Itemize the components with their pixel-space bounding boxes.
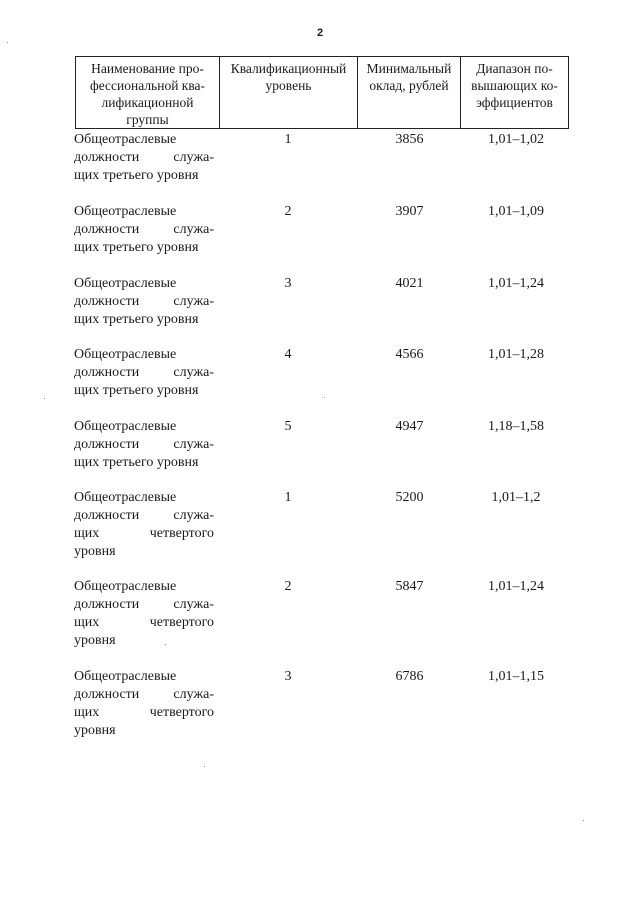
group-name-line (74, 149, 214, 167)
minimum-salary: 4021 (395, 276, 424, 291)
group-name-word: четвертого (149, 705, 214, 720)
group-name-line (74, 614, 214, 632)
qualification-level: 1 (284, 132, 292, 147)
group-name-line (74, 311, 214, 329)
group-name (74, 668, 214, 740)
minimum-salary: 6786 (395, 669, 424, 684)
coefficient-range: 1,01–1,15 (488, 669, 544, 684)
group-name-word: уровня (74, 544, 116, 559)
table-header (75, 56, 569, 129)
coefficient-range: 1,01–1,28 (488, 347, 544, 362)
header-line: фессиональной ква- (89, 78, 206, 93)
minimum-salary: 5847 (395, 579, 424, 594)
minimum-salary: 3907 (395, 204, 424, 219)
scan-speck (583, 820, 584, 821)
group-name-word: служа- (173, 294, 214, 309)
group-name-word: щих третьего уровня (74, 168, 199, 183)
group-name-line (74, 686, 214, 704)
coefficient-range: 1,01–1,09 (488, 204, 544, 219)
header-line: Минимальный (366, 61, 452, 76)
group-name-line (74, 543, 214, 561)
qualification-level: 2 (284, 204, 292, 219)
group-name (74, 203, 214, 257)
group-name-word: должности (74, 222, 140, 237)
coefficient-range: 1,01–1,02 (488, 132, 544, 147)
coefficient-range: 1,01–1,24 (488, 579, 544, 594)
minimum-salary: 4566 (395, 347, 424, 362)
group-name-word: Общеотраслевые (74, 347, 177, 362)
qualification-level: 5 (284, 419, 292, 434)
group-name-word: щих (74, 526, 100, 541)
group-name-word: должности (74, 294, 140, 309)
header-line: уровень (265, 78, 312, 93)
group-name-line (74, 221, 214, 239)
group-name-word: Общеотраслевые (74, 276, 177, 291)
group-name-line (74, 489, 214, 507)
group-name-word: Общеотраслевые (74, 419, 177, 434)
group-name-line (74, 596, 214, 614)
group-name-word: служа- (173, 508, 214, 523)
group-name-line (74, 525, 214, 543)
group-name (74, 346, 214, 400)
coefficient-range: 1,01–1,2 (491, 490, 541, 505)
group-name-word: щих (74, 705, 100, 720)
group-name-line (74, 722, 214, 740)
group-name-word: служа- (173, 150, 214, 165)
qualification-level: 4 (284, 347, 292, 362)
group-name-word: уровня (74, 723, 116, 738)
group-name-line (74, 239, 214, 257)
header-line: оклад, рублей (369, 78, 449, 93)
group-name (74, 275, 214, 329)
group-name-word: Общеотраслевые (74, 490, 177, 505)
group-name-word: четвертого (149, 615, 214, 630)
page-number: 2 (316, 27, 324, 39)
qualification-level: 3 (284, 276, 292, 291)
group-name-line (74, 275, 214, 293)
scan-speck (7, 42, 8, 43)
group-name (74, 418, 214, 472)
group-name-line (74, 436, 214, 454)
header-line: вышающих ко- (471, 78, 558, 93)
group-name-line (74, 578, 214, 596)
minimum-salary: 3856 (395, 132, 424, 147)
header-line: лификационной (101, 95, 194, 110)
group-name-word: должности (74, 508, 140, 523)
header-qualification-level (220, 57, 358, 129)
group-name-word: Общеотраслевые (74, 669, 177, 684)
header-line: группы (126, 112, 169, 127)
scan-speck (44, 398, 45, 399)
group-name-word: Общеотраслевые (74, 579, 177, 594)
group-name-line (74, 704, 214, 722)
group-name-line (74, 507, 214, 525)
group-name-word: служа- (173, 597, 214, 612)
group-name-line (74, 364, 214, 382)
group-name-word: должности (74, 365, 140, 380)
header-coefficient-range (461, 57, 569, 129)
group-name-word: щих третьего уровня (74, 312, 199, 327)
group-name-line (74, 131, 214, 149)
group-name-word: щих третьего уровня (74, 455, 199, 470)
group-name (74, 578, 214, 650)
header-row (76, 57, 569, 129)
group-name-word: должности (74, 687, 140, 702)
coefficient-range: 1,18–1,58 (488, 419, 544, 434)
group-name-word: уровня (74, 633, 116, 648)
group-name-word: служа- (173, 222, 214, 237)
group-name (74, 131, 214, 185)
minimum-salary: 5200 (395, 490, 424, 505)
group-name-word: щих третьего уровня (74, 240, 199, 255)
scan-speck (165, 644, 166, 645)
group-name-word: служа- (173, 365, 214, 380)
coefficient-range: 1,01–1,24 (488, 276, 544, 291)
group-name-word: четвертого (149, 526, 214, 541)
qualification-level: 1 (284, 490, 292, 505)
group-name-word: служа- (173, 437, 214, 452)
header-line: Диапазон по- (476, 61, 553, 76)
group-name-line (74, 346, 214, 364)
header-line: Квалификационный (230, 61, 347, 76)
header-line: эффициентов (476, 95, 553, 110)
group-name-line (74, 418, 214, 436)
group-name-word: щих (74, 615, 100, 630)
scan-speck (324, 397, 325, 398)
group-name-line (74, 167, 214, 185)
header-group-name (76, 57, 220, 129)
qualification-level: 2 (284, 579, 292, 594)
group-name-word: должности (74, 597, 140, 612)
group-name-word: Общеотраслевые (74, 132, 177, 147)
group-name-word: щих третьего уровня (74, 383, 199, 398)
group-name-line (74, 454, 214, 472)
minimum-salary: 4947 (395, 419, 424, 434)
group-name-line (74, 632, 214, 650)
scan-speck (204, 766, 205, 767)
group-name-line (74, 293, 214, 311)
group-name (74, 489, 214, 561)
group-name-word: должности (74, 437, 140, 452)
group-name-word: служа- (173, 687, 214, 702)
group-name-line (74, 382, 214, 400)
group-name-line (74, 668, 214, 686)
group-name-word: Общеотраслевые (74, 204, 177, 219)
header-minimum-salary (358, 57, 461, 129)
group-name-line (74, 203, 214, 221)
group-name-word: должности (74, 150, 140, 165)
header-line: Наименование про- (91, 61, 204, 76)
qualification-level: 3 (284, 669, 292, 684)
